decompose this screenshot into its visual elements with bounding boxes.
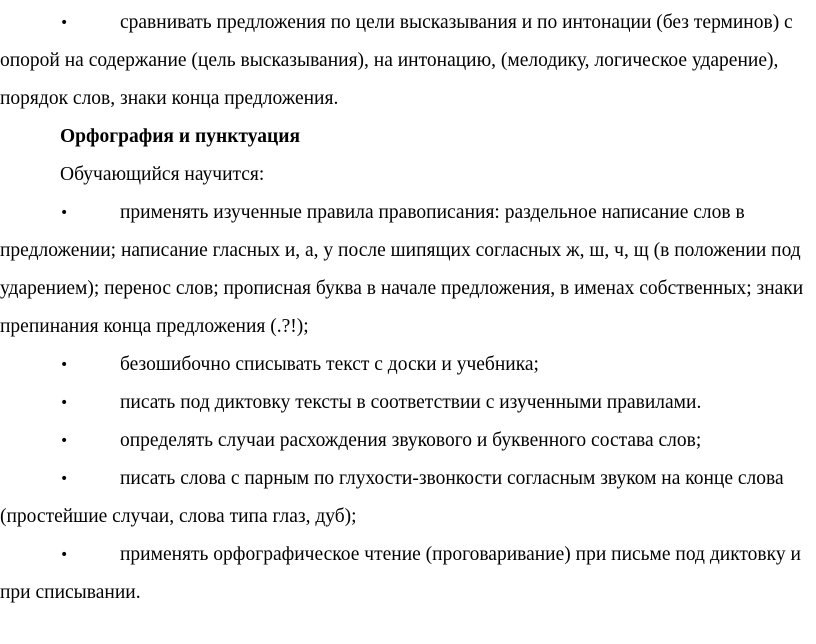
list-item xyxy=(0,194,816,346)
document-body xyxy=(0,4,816,612)
list-item xyxy=(0,460,816,536)
section-heading: Орфография и пунктуация xyxy=(60,126,301,147)
list-item xyxy=(0,536,816,612)
list-item-text: применять изученные правила правописания: раздельное написание слов в предложении; написание гласных и, а, у после шипящих согласных ж, ш, ч, щ (в положении под ударением); перенос слов; прописная буква в начале предложения, в именах собственных; знаки препинания конца предложения (.?!); xyxy=(0,202,804,337)
bullet-icon: • xyxy=(60,471,69,487)
bullet-icon: • xyxy=(60,547,69,563)
list-item xyxy=(0,4,816,118)
list-item xyxy=(0,422,816,460)
bullet-icon: • xyxy=(60,433,69,449)
bullet-icon: • xyxy=(60,395,69,411)
list-item xyxy=(0,346,816,384)
list-item-text: писать под диктовку тексты в соответствии с изученными правилами. xyxy=(120,392,702,413)
bullet-icon: • xyxy=(60,357,69,373)
bullet-icon: • xyxy=(60,15,69,31)
list-item-text: писать слова с парным по глухости-звонкости согласным звуком на конце слова (простейшие случаи, слова типа глаз, дуб); xyxy=(0,468,784,527)
list-item-text: безошибочно списывать текст с доски и учебника; xyxy=(120,354,539,375)
list-item-text: определять случаи расхождения звукового и буквенного состава слов; xyxy=(120,430,702,451)
bullet-icon: • xyxy=(60,205,69,221)
intro-text: Обучающийся научится: xyxy=(60,164,265,185)
list-item-text: сравнивать предложения по цели высказывания и по интонации (без терминов) с опорой на содержание (цель высказывания), на интонацию, (мелодику, логическое ударение), порядок слов, знаки конца предложения. xyxy=(0,12,793,109)
list-item-text: применять орфографическое чтение (проговаривание) при письме под диктовку и при списывании. xyxy=(0,544,801,603)
list-item xyxy=(0,384,816,422)
